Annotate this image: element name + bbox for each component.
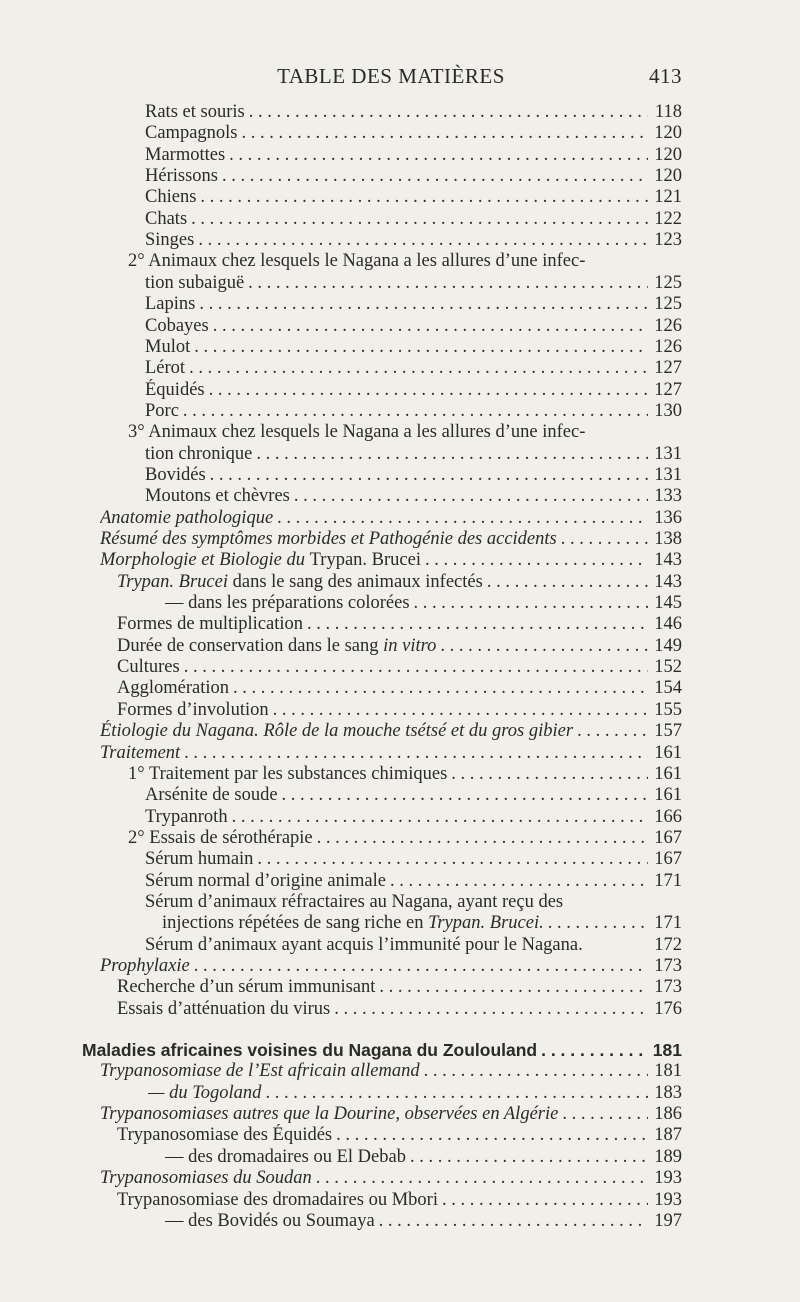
toc-page-number: 171	[654, 871, 682, 891]
toc-entry-label	[117, 571, 483, 593]
toc-entry	[145, 122, 682, 144]
toc-entry	[165, 592, 682, 614]
running-header	[100, 64, 682, 94]
dot-leader	[232, 806, 648, 828]
toc-entry	[145, 870, 682, 892]
dot-leader	[277, 507, 648, 529]
toc-entry-label: Mulot	[145, 337, 191, 357]
toc-entry	[145, 400, 682, 422]
dot-leader	[194, 955, 648, 977]
toc-page-number: 189	[654, 1147, 682, 1167]
toc-page-number: 167	[654, 849, 682, 869]
toc-page-number: 155	[654, 700, 682, 720]
toc-entry	[82, 1039, 682, 1061]
toc-entry-label: Sérum d’animaux ayant acquis l’immunité pour le Nagana.	[145, 935, 583, 955]
toc-entry	[117, 613, 682, 635]
dot-leader	[189, 357, 648, 379]
toc-entry-label-part: Durée de conservation dans le sang	[117, 636, 384, 656]
toc-page-number: 126	[654, 316, 682, 336]
dot-leader	[213, 315, 648, 337]
dot-leader	[487, 571, 648, 593]
toc-entry-label-part: dans le sang des animaux infectés	[228, 572, 483, 592]
toc-entry	[100, 549, 682, 571]
toc-entry	[145, 336, 682, 358]
toc-entry	[117, 699, 682, 721]
running-title: TABLE DES MATIÈRES	[277, 64, 505, 88]
toc-entry-label: Agglomération	[117, 678, 230, 698]
toc-entry-label-part: Trypan. Brucei.	[428, 913, 544, 933]
toc-entry	[145, 144, 682, 166]
toc-entry-label-part: injections répétées de sang riche en	[162, 913, 429, 933]
toc-entry-label	[162, 912, 544, 934]
toc-entry-label: Cobayes	[145, 316, 209, 336]
dot-leader	[200, 186, 648, 208]
toc-entry-label: 2° Essais de sérothérapie	[128, 828, 313, 848]
toc-entry-label: Chiens	[145, 187, 197, 207]
dot-leader	[209, 379, 648, 401]
dot-leader	[191, 208, 648, 230]
toc-page-number: 122	[654, 209, 682, 229]
dot-leader	[248, 272, 648, 294]
toc-entry	[145, 101, 682, 123]
toc-entry-label: — dans les préparations colorées	[165, 593, 410, 613]
toc-entry-label-part: in vitro	[383, 636, 437, 656]
toc-page-number: 171	[654, 913, 682, 933]
toc-entry-label: Recherche d’un sérum immunisant	[117, 977, 376, 997]
toc-page-number: 120	[654, 123, 682, 143]
toc-page-number: 154	[654, 678, 682, 698]
dot-leader	[451, 763, 648, 785]
toc-entry-label: Moutons et chèvres	[145, 486, 290, 506]
toc-entry-label: Campagnols	[145, 123, 238, 143]
toc-page-number: 167	[654, 828, 682, 848]
dot-leader	[183, 400, 648, 422]
toc-entry	[145, 272, 682, 294]
toc-entry	[117, 1189, 682, 1211]
toc-entry	[100, 1167, 682, 1189]
toc-page-number: 161	[654, 785, 682, 805]
toc-entry-label: Rats et souris	[145, 102, 245, 122]
dot-leader	[307, 613, 648, 635]
dot-leader	[273, 699, 648, 721]
toc-page-number: 146	[654, 614, 682, 634]
toc-entry-label: Hérissons	[145, 166, 218, 186]
toc-entry-label: Trypanosomiase de l’Est africain allemand	[100, 1061, 420, 1081]
toc-entry	[145, 293, 682, 315]
toc-page-number: 173	[654, 956, 682, 976]
toc-page-number: 143	[654, 550, 682, 570]
dot-leader	[334, 998, 648, 1020]
dot-leader	[425, 549, 648, 571]
toc-entry	[145, 443, 682, 465]
toc-page-number: 149	[654, 636, 682, 656]
toc-entry-label: Bovidés	[145, 465, 206, 485]
dot-leader	[424, 1060, 648, 1082]
toc-entry-label: Trypanosomiases autres que la Dourine, observées en Algérie	[100, 1104, 559, 1124]
toc-entry-label: Lérot	[145, 358, 186, 378]
toc-entry-label-part: Morphologie et Biologie du	[100, 550, 310, 570]
dot-leader	[336, 1124, 648, 1146]
toc-entry-label: — des dromadaires ou El Debab	[165, 1147, 406, 1167]
toc-page-number: 138	[654, 529, 682, 549]
dot-leader	[199, 293, 648, 315]
toc-page-number: 161	[654, 743, 682, 763]
toc-entry-label: Singes	[145, 230, 195, 250]
toc-page-number: 176	[654, 999, 682, 1019]
toc-entry	[100, 1103, 682, 1125]
dot-leader	[249, 101, 648, 123]
dot-leader	[440, 635, 648, 657]
toc-entry-label: Trypanosomiase des Équidés	[117, 1125, 333, 1145]
toc-entry-label: Maladies africaines voisines du Nagana du Zoulouland	[82, 1040, 538, 1060]
toc-entry-label: Trypanosomiase des dromadaires ou Mbori	[117, 1190, 438, 1210]
toc-entry-label	[117, 635, 436, 657]
toc-page-number: 121	[654, 187, 682, 207]
toc-entry-label: 3° Animaux chez lesquels le Nagana a les allures d’une infec-	[128, 422, 586, 442]
dot-leader	[316, 1167, 648, 1189]
toc-page-number: 126	[654, 337, 682, 357]
dot-leader	[577, 720, 648, 742]
toc-page-number: 186	[654, 1104, 682, 1124]
toc-entry-label: — du Togoland	[148, 1083, 262, 1103]
toc-entry	[100, 507, 682, 529]
toc-entry	[145, 934, 682, 956]
dot-leader	[184, 656, 648, 678]
toc-entry	[117, 656, 682, 678]
toc-entry	[100, 528, 682, 550]
toc-entry-label: Trypanroth	[145, 807, 228, 827]
toc-entry-label: Sérum normal d’origine animale	[145, 871, 386, 891]
toc-page-number: 181	[652, 1040, 682, 1060]
dot-leader	[442, 1189, 648, 1211]
toc-entry	[100, 742, 682, 764]
toc-entry	[145, 848, 682, 870]
toc-page-number: 166	[654, 807, 682, 827]
dot-leader	[410, 1146, 648, 1168]
toc-page-number: 157	[654, 721, 682, 741]
toc-page-number: 197	[654, 1211, 682, 1231]
toc-entry-label	[100, 549, 421, 571]
dot-leader	[379, 976, 648, 998]
dot-leader	[282, 784, 648, 806]
toc-entry-label: Traitement	[100, 743, 181, 763]
toc-entry-label: Formes de multiplication	[117, 614, 304, 634]
toc-page-number: 123	[654, 230, 682, 250]
toc-page-number: 125	[654, 273, 682, 293]
toc-entry-label-part: Trypan. Brucei	[309, 550, 421, 570]
toc-entry-label: Résumé des symptômes morbides et Pathogénie des accidents	[100, 529, 557, 549]
toc-entry	[145, 464, 682, 486]
toc-entry	[117, 998, 682, 1020]
dot-leader	[294, 485, 648, 507]
dot-leader	[548, 912, 648, 934]
toc-entry-label: Prophylaxie	[100, 956, 190, 976]
dot-leader	[541, 1039, 648, 1061]
toc-page-number: 130	[654, 401, 682, 421]
toc-entry	[145, 208, 682, 230]
dot-leader	[222, 165, 648, 187]
dot-leader	[210, 464, 648, 486]
dot-leader	[257, 848, 648, 870]
toc-page-number: 136	[654, 508, 682, 528]
dot-leader	[379, 1210, 648, 1232]
toc-entry	[100, 720, 682, 742]
toc-page-number: 152	[654, 657, 682, 677]
toc-entry	[145, 485, 682, 507]
toc-page-number: 183	[654, 1083, 682, 1103]
toc-entry-label-part: Trypan. Brucei	[117, 572, 228, 592]
toc-page-number: 172	[654, 935, 682, 955]
toc-page-number: 120	[654, 145, 682, 165]
dot-leader	[390, 870, 648, 892]
toc-page-number: 118	[654, 102, 682, 122]
dot-leader	[233, 677, 648, 699]
dot-leader	[317, 827, 648, 849]
toc-entry-label: Formes d’involution	[117, 700, 269, 720]
toc-entry	[145, 357, 682, 379]
toc-entry-label: 1° Traitement par les substances chimiques	[128, 764, 448, 784]
dot-leader	[561, 528, 648, 550]
toc-entry-label: Sérum d’animaux réfractaires au Nagana, ayant reçu des	[145, 892, 564, 912]
toc-entry	[145, 186, 682, 208]
toc-entry	[128, 763, 682, 785]
toc-entry	[100, 955, 682, 977]
toc-entry-label: Cultures	[117, 657, 180, 677]
toc-entry	[145, 165, 682, 187]
toc-page-number: 131	[654, 444, 682, 464]
dot-leader	[184, 742, 648, 764]
toc-entry-label: Trypanosomiases du Soudan	[100, 1168, 312, 1188]
toc-page-number: 181	[654, 1061, 682, 1081]
toc-entry	[145, 891, 563, 913]
toc-page-number: 133	[654, 486, 682, 506]
toc-entry-label: Chats	[145, 209, 188, 229]
toc-entry-label: Marmottes	[145, 145, 226, 165]
toc-entry	[128, 421, 585, 443]
toc-entry	[145, 806, 682, 828]
toc-entry	[128, 827, 682, 849]
toc-entry	[148, 1082, 682, 1104]
toc-page-number: 120	[654, 166, 682, 186]
toc-entry	[117, 571, 682, 593]
toc-entry-label: 2° Animaux chez lesquels le Nagana a les allures d’une infec-	[128, 251, 586, 271]
dot-leader	[198, 229, 648, 251]
toc-entry	[165, 1146, 682, 1168]
toc-page-number: 173	[654, 977, 682, 997]
toc-entry-label: Lapins	[145, 294, 196, 314]
toc-entry	[165, 1210, 682, 1232]
toc-entry	[117, 976, 682, 998]
toc-entry-label: Anatomie pathologique	[100, 508, 274, 528]
toc-entry-label: tion chronique	[145, 444, 253, 464]
toc-entry	[145, 229, 682, 251]
toc-entry-label: Sérum humain	[145, 849, 254, 869]
toc-page-number: 145	[654, 593, 682, 613]
toc-entry-label: Arsénite de soude	[145, 785, 278, 805]
dot-leader	[194, 336, 648, 358]
toc-entry	[162, 912, 682, 934]
toc-entry	[117, 1124, 682, 1146]
toc-entry-label: Équidés	[145, 380, 205, 400]
toc-page-number: 127	[654, 380, 682, 400]
dot-leader	[265, 1082, 648, 1104]
toc-entry-label: Étiologie du Nagana. Rôle de la mouche tsétsé et du gros gibier	[100, 721, 574, 741]
toc-page-number: 127	[654, 358, 682, 378]
toc-entry	[100, 1060, 682, 1082]
toc-entry	[128, 250, 585, 272]
toc-page-number: 193	[654, 1190, 682, 1210]
toc-page-number: 161	[654, 764, 682, 784]
toc-entry-label: Essais d’atténuation du virus	[117, 999, 331, 1019]
toc-page-number: 131	[654, 465, 682, 485]
dot-leader	[562, 1103, 648, 1125]
toc-page-number: 187	[654, 1125, 682, 1145]
dot-leader	[242, 122, 649, 144]
toc-entry-label: Porc	[145, 401, 179, 421]
toc-entry	[117, 635, 682, 657]
toc-entry	[145, 379, 682, 401]
toc-entry	[145, 784, 682, 806]
toc-entry	[145, 315, 682, 337]
dot-leader	[256, 443, 648, 465]
toc-entry-label: — des Bovidés ou Soumaya	[165, 1211, 375, 1231]
toc-page-number: 125	[654, 294, 682, 314]
page-number: 413	[649, 64, 682, 88]
toc-entry-label: tion subaiguë	[145, 273, 245, 293]
toc-entry	[117, 677, 682, 699]
toc-page-number: 193	[654, 1168, 682, 1188]
dot-leader	[229, 144, 648, 166]
dot-leader	[414, 592, 648, 614]
toc-page-number: 143	[654, 572, 682, 592]
